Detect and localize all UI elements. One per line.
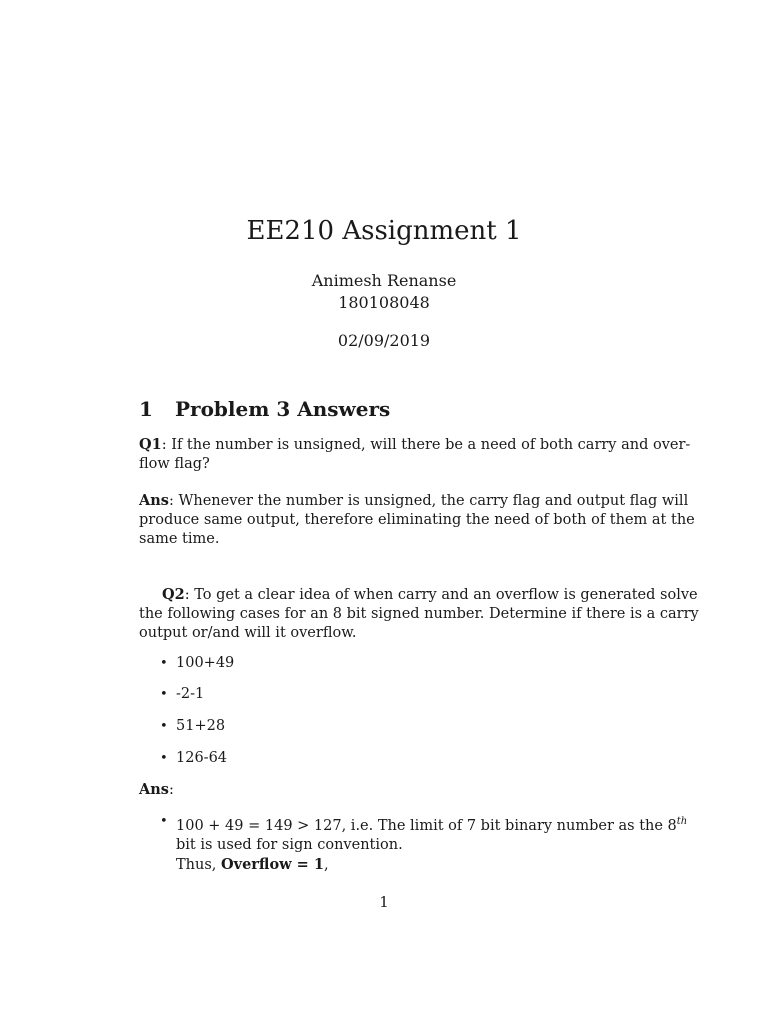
answer-1-line: Ans: Whenever the number is unsigned, the carry flag and output flag will — [139, 492, 689, 509]
question-1-label: Q1 — [139, 436, 162, 453]
bullet-icon: • — [160, 656, 168, 671]
answer-1-line: same time. — [139, 531, 220, 547]
overflow-result: Overflow = 1 — [221, 855, 324, 873]
question-1 — [139, 435, 691, 474]
answer-item: • 100 + 49 = 149 > 127, i.e. The limit of 7 bit binary number as the 8th bit is used for sign convention. Thus, Overflow = 1, — [160, 814, 688, 873]
question-1-line: flow flag? — [139, 456, 210, 472]
roll-number: 180108048 — [338, 293, 430, 312]
answer-1-line: produce same output, therefore eliminating the need of both of them at the — [139, 512, 695, 528]
question-1-line: Q1: If the number is unsigned, will there be a need of both carry and over- — [139, 436, 691, 453]
bullet-icon: • — [160, 687, 168, 702]
question-2-label: Q2 — [162, 586, 185, 603]
question-2-line: the following cases for an 8 bit signed number. Determine if there is a carry — [139, 606, 699, 622]
question-2-line: output or/and will it overflow. — [139, 625, 357, 641]
section-title: Problem 3 Answers — [175, 397, 391, 421]
document-title: EE210 Assignment 1 — [246, 216, 522, 246]
case-item: • 51+28 — [160, 718, 226, 734]
case-item: • 100+49 — [160, 655, 235, 671]
section-number: 1 — [139, 397, 153, 421]
case-item: • 126-64 — [160, 750, 228, 766]
section-heading — [139, 395, 390, 423]
answer-2-heading: Ans: — [139, 781, 174, 798]
answer-2-label: Ans — [139, 781, 169, 798]
page-number: 1 — [379, 893, 389, 911]
author-name: Animesh Renanse — [311, 271, 457, 290]
bullet-icon: • — [160, 719, 168, 734]
bullet-icon: • — [160, 751, 168, 766]
answer-1 — [139, 491, 695, 549]
document-date: 02/09/2019 — [337, 331, 431, 350]
question-2-line: Q2: To get a clear idea of when carry and an overflow is generated solve — [162, 586, 698, 603]
question-2 — [139, 585, 699, 643]
answer-1-label: Ans — [139, 492, 169, 509]
bullet-icon: • — [160, 814, 168, 829]
case-item: • -2-1 — [160, 686, 205, 702]
